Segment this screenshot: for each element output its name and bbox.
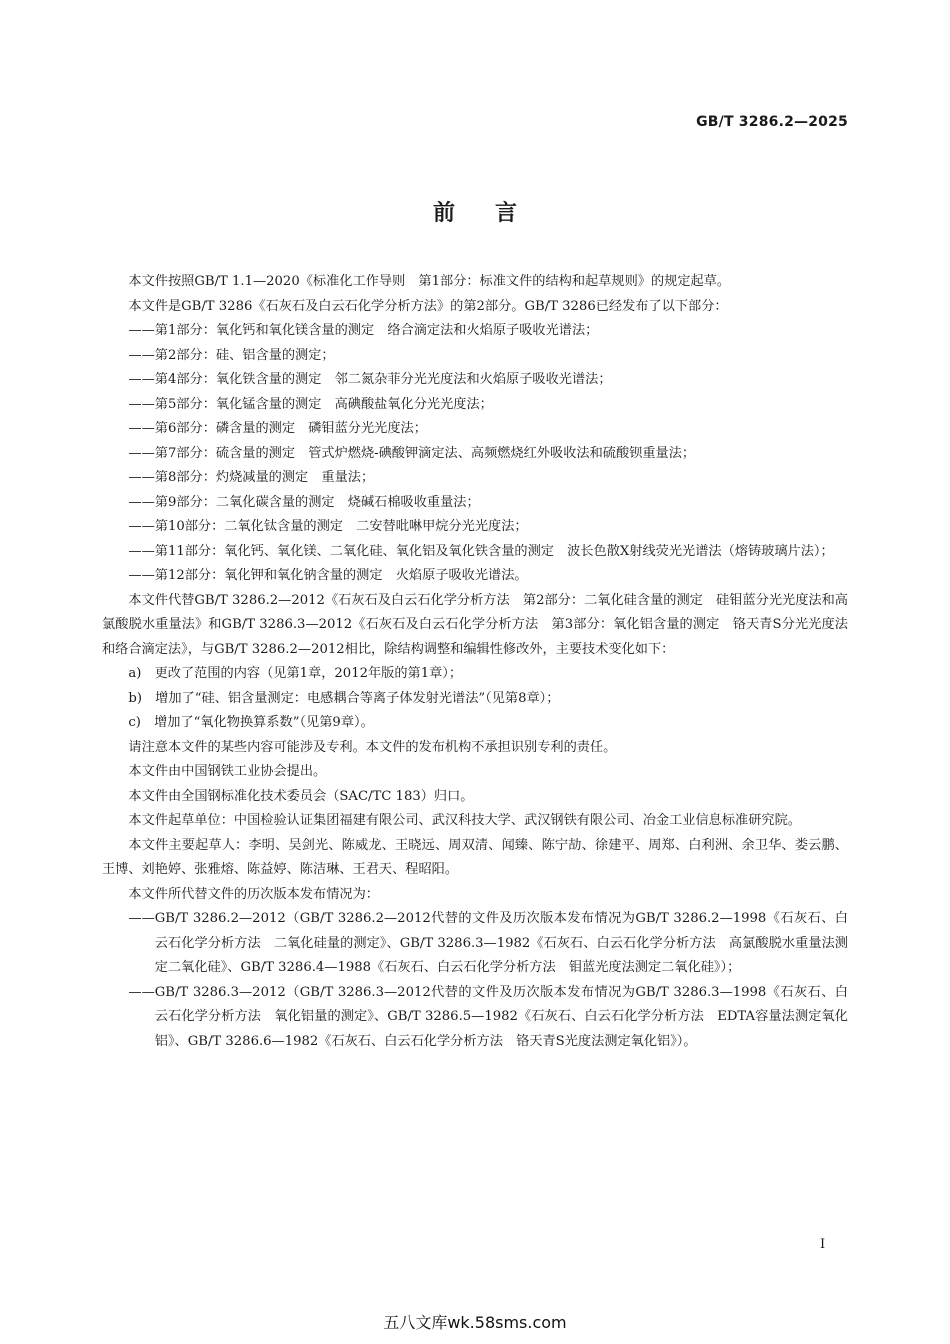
change-list-item: b) 增加了“硅、铝含量测定：电感耦合等离子体发射光谱法”（见第8章）； — [128, 690, 560, 706]
part-list-item: ——第5部分：氧化锰含量的测定 高碘酸盐氧化分光光度法； — [128, 396, 493, 412]
change-list-item: c) 增加了“氧化物换算系数”（见第9章）。 — [128, 715, 374, 730]
paragraph-patent-notice: 请注意本文件的某些内容可能涉及专利。本文件的发布机构不承担识别专利的责任。 — [128, 739, 617, 755]
part-list-item: ——第2部分：硅、铝含量的测定； — [128, 347, 335, 363]
change-list-item: a) 更改了范围的内容（见第1章，2012年版的第1章）； — [128, 666, 463, 681]
page-title: 前言 — [432, 201, 557, 226]
history-list-item: ——GB/T 3286.3—2012（GB/T 3286.3—2012代替的文件及历次版本发布情况为GB/T 3286.3—1998《石灰石、白云石化学分析方法 氧化铝量的测定》、GB/T 3286.5—1982《石灰石、白云石化学分析方法 EDTA容量法测定氧化铝》、GB/T 3286.6—1982《石灰石、白云石化学分析方法 铬天青S光度法测定氧化铝》）。 — [128, 984, 848, 1049]
history-list-item: ——GB/T 3286.2—2012（GB/T 3286.2—2012代替的文件及历次版本发布情况为GB/T 3286.2—1998《石灰石、白云石化学分析方法 二氧化硅量的测定》、GB/T 3286.3—1982《石灰石、白云石化学分析方法 高氯酸脱水重量法测定二氧化硅》、GB/T 3286.4—1988《石灰石、白云石化学分析方法 钼蓝光度法测定二氧化硅》）； — [128, 911, 848, 975]
page-number: I — [820, 1237, 826, 1252]
paragraph-replacement: 本文件代替GB/T 3286.2—2012《石灰石及白云石化学分析方法 第2部分：二氧化硅含量的测定 硅钼蓝分光光度法和高氯酸脱水重量法》和GB/T 3286.3—2012《石灰石及白云石化学分析方法 第3部分：氧化铝含量的测定 铬天青S分光光度法和络合滴定法》，与GB/T 3286.2—2012相比，除结构调整和编辑性修改外，主要技术变化如下： — [102, 592, 848, 657]
part-list-item: ——第10部分：二氧化钛含量的测定 二安替吡啉甲烷分光光度法； — [128, 519, 528, 534]
paragraph-drafting-units: 本文件起草单位：中国检验认证集团福建有限公司、武汉科技大学、武汉钢铁有限公司、冶金工业信息标准研究院。 — [128, 813, 801, 828]
paragraph-drafting-rules: 本文件按照GB/T 1.1—2020《标准化工作导则 第1部分：标准文件的结构和起草规则》的规定起草。 — [128, 274, 731, 289]
part-list-item: ——第7部分：硫含量的测定 管式炉燃烧-碘酸钾滴定法、高频燃烧红外吸收法和硫酸钡重量法； — [128, 445, 696, 461]
site-watermark: 五八文库wk.58sms.com — [383, 1313, 567, 1332]
part-list-item: ——第11部分：氧化钙、氧化镁、二氧化硅、氧化铝及氧化铁含量的测定 波长色散X射线荧光光谱法（熔铸玻璃片法）； — [128, 543, 834, 559]
part-list-item: ——第6部分：磷含量的测定 磷钼蓝分光光度法； — [128, 421, 427, 436]
paragraph-history-intro: 本文件所代替文件的历次版本发布情况为： — [128, 886, 379, 902]
paragraph-committee: 本文件由全国钢标准化技术委员会（SAC/TC 183）归口。 — [128, 788, 474, 804]
paragraph-proposer: 本文件由中国钢铁工业协会提出。 — [128, 764, 327, 779]
part-list-item: ——第1部分：氧化钙和氧化镁含量的测定 络合滴定法和火焰原子吸收光谱法； — [128, 323, 599, 338]
paragraph-series-intro: 本文件是GB/T 3286《石灰石及白云石化学分析方法》的第2部分。GB/T 3286已经发布了以下部分： — [128, 298, 728, 314]
part-list-item: ——第4部分：氧化铁含量的测定 邻二氮杂菲分光光度法和火焰原子吸收光谱法； — [128, 372, 612, 387]
part-list-item: ——第9部分：二氧化碳含量的测定 烧碱石棉吸收重量法； — [128, 494, 480, 510]
part-list-item: ——第12部分：氧化钾和氧化钠含量的测定 火焰原子吸收光谱法。 — [128, 568, 528, 583]
paragraph-drafters: 本文件主要起草人：李明、吴剑光、陈威龙、王晓远、周双清、闻臻、陈宁劼、徐建平、周郑、白利洲、余卫华、娄云鹏、王博、刘艳婷、张雅熔、陈益婷、陈洁琳、王君天、程昭阳。 — [102, 837, 848, 877]
part-list-item: ——第8部分：灼烧减量的测定 重量法； — [128, 470, 375, 485]
standard-number: GB/T 3286.2—2025 — [696, 114, 848, 130]
foreword-body — [102, 270, 848, 1054]
